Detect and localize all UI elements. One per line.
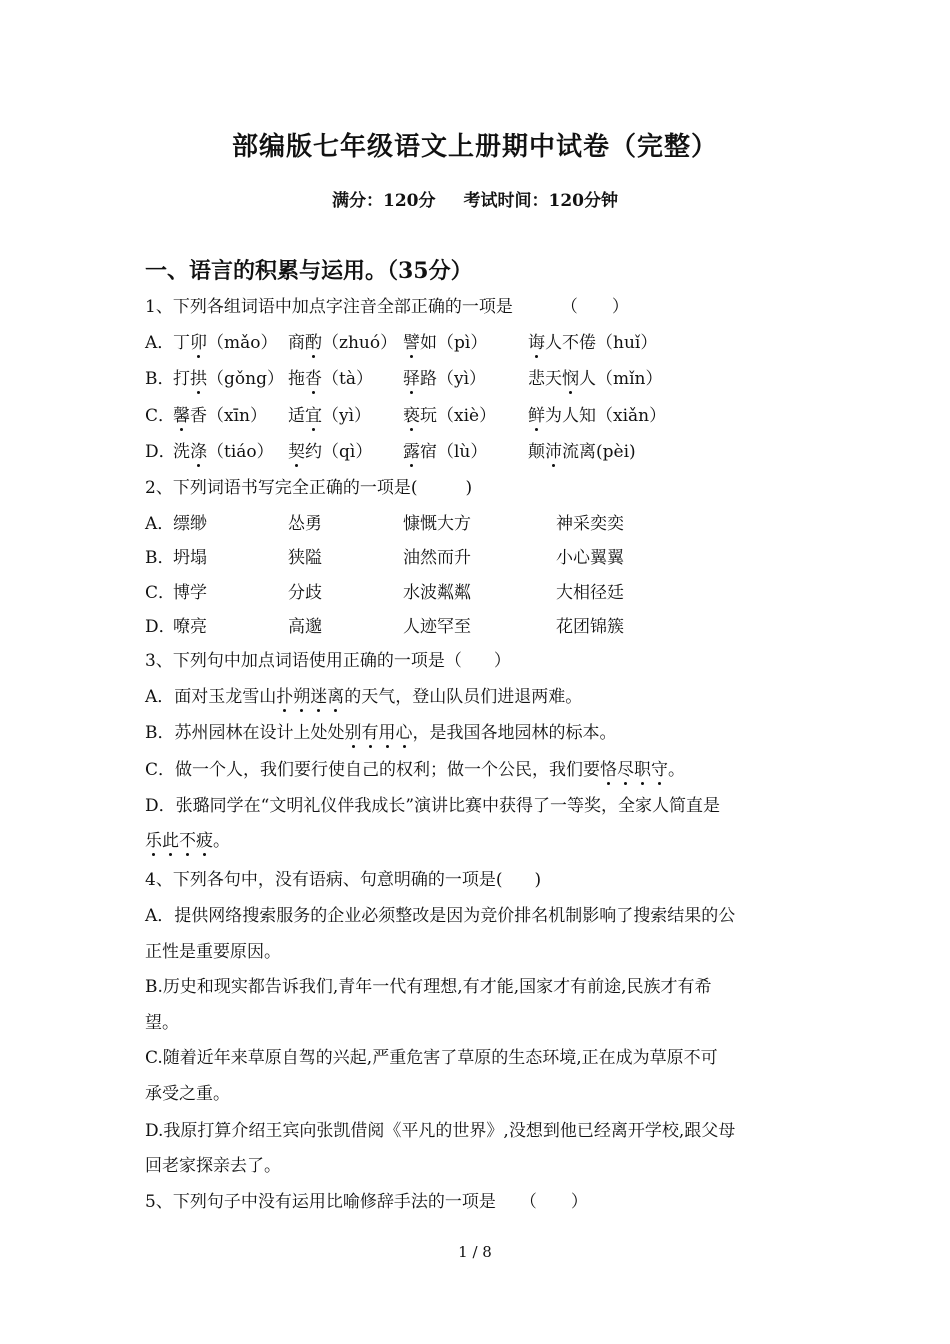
q3-option-c: C．做一个人，我们要行使自己的权利；做一个公民，我们要恪尽职守。 [145,760,686,780]
q4-option-c-line1: C.随着近年来草原自驾的兴起,严重危害了草原的生态环境,正在成为草原不可 [145,1048,718,1068]
q1-b-item-2: 拖沓（tà） [288,369,373,389]
q1-stem: 1、下列各组词语中加点字注音全部正确的一项是 （ ） [145,297,629,317]
q3-c-dotted-word: 恪尽职守 [600,760,669,780]
q1-d-item-3: 露宿（lù） [403,442,488,462]
q4-stem: 4、下列各句中，没有语病、句意明确的一项是( ) [145,870,542,890]
exam-page: 部编版七年级语文上册期中试卷（完整） 满分：120分 考试时间：120分钟 一、语言的积累与运用。（35分） 1、下列各组词语中加点字注音全部正确的一项是 （ ） A． 丁卯（mǎo） 商酌（zhuó） 譬如（pì） 诲人不倦（huǐ） B． 打拱（gǒng） 拖沓（tà） 驿路（yì） 悲天悯人（mǐn） C． 馨香（xīn） 适宜（yì） 亵玩（xiè） 鲜为人知（xiǎn） D． 洗涤（tiáo） 契约（qì） 露宿（lù） 颠沛流离(pèi) 2、下列词语书写完全正确的一项是( ) A． 缥缈 怂勇 慷慨大方 神采奕奕 B． 坍塌 狭隘 油然而升 小心翼翼 C． 博学 分歧 水波粼粼 大相径廷 D． 嘹亮 高邈 人迹罕至 花团锦簇 3、下列句中加点词语使用正确的一项是（ ） A．面对玉龙雪山扑朔迷离的天气，登山队员们进退两难。 B．苏州园林在设计上处处别有用心，是我国各地园林的标本。 C．做一个人，我们要行使自己的权利；做一个公民，我们要恪尽职守。 D．张璐同学在“文明礼仪伴我成长”演讲比赛中获得了一等奖，全家人简直是 乐此不疲。 4、下列各句中，没有语病、句意明确的一项是( ) A．提供网络搜索服务的企业必须整改是因为竞价排名机制影响了搜索结果的公 正性是重要原因。 B.历史和现实都告诉我们,青年一代有理想,有才能,国家才有前途,民族才有希 望。 C.随着近年来草原自驾的兴起,严重危害了草原的生态环境,正在成为草原不可 承受之重。 D.我原打算介绍王宾向张凯借阅《平凡的世界》,没想到他已经离开学校,跟父母 回老家探亲去了。 5、下列句子中没有运用比喻修辞手法的一项是 （ ） 1 / 8 [0,0,950,1344]
q1-c-item-2: 适宜（yì） [288,406,372,426]
page-title: 部编版七年级语文上册期中试卷（完整） [231,132,718,162]
q1-d-item-1: 洗涤（tiáo） [173,442,274,462]
q3-a-dotted-word: 扑朔迷离 [276,687,345,707]
section-heading: 一、语言的积累与运用。（35分） [145,258,473,284]
full-marks: 满分：120分 [332,191,436,211]
q4-option-a-line1: A．提供网络搜索服务的企业必须整改是因为竞价排名机制影响了搜索结果的公 [145,906,736,926]
q3-option-b: B．苏州园林在设计上处处别有用心，是我国各地园林的标本。 [145,723,617,743]
exam-time: 考试时间：120分钟 [463,191,618,211]
q4-option-d-line1: D.我原打算介绍王宾向张凯借阅《平凡的世界》,没想到他已经离开学校,跟父母 [145,1121,736,1141]
q1-b-item-1: 打拱（gǒng） [173,369,284,389]
q1-a-item-4: 诲人不倦（huǐ） [528,333,658,353]
q1-a-item-3: 譬如（pì） [403,333,488,353]
q3-option-d-line1: D．张璐同学在“文明礼仪伴我成长”演讲比赛中获得了一等奖，全家人简直是 [145,796,721,816]
q1-b-item-3: 驿路（yì） [403,369,487,389]
q3-d-dotted-word: 乐此不疲 [145,831,213,851]
q4-option-c-line2: 承受之重。 [145,1084,230,1104]
q1-d-item-2: 契约（qì） [288,442,373,462]
q1-a-item-2: 商酌（zhuó） [288,333,398,353]
q4-option-b-line1: B.历史和现实都告诉我们,青年一代有理想,有才能,国家才有前途,民族才有希 [145,977,712,997]
exam-info [0,186,950,211]
q4-option-a-line2: 正性是重要原因。 [145,942,281,962]
q3-option-a: A．面对玉龙雪山扑朔迷离的天气，登山队员们进退两难。 [145,687,583,707]
q5-stem: 5、下列句子中没有运用比喻修辞手法的一项是 （ ） [145,1192,588,1212]
q1-c-item-1: 馨香（xīn） [173,406,267,426]
q2-stem: 2、下列词语书写完全正确的一项是( ) [145,478,473,498]
q3-option-d-line2: 乐此不疲。 [145,831,230,851]
q1-a-item-1: 丁卯（mǎo） [173,333,278,353]
page-number: 1 / 8 [458,1243,492,1261]
q4-option-d-line2: 回老家探亲去了。 [145,1156,281,1176]
q1-c-item-3: 亵玩（xiè） [403,406,497,426]
q3-b-dotted-word: 别有用心 [344,723,413,743]
q1-b-item-4: 悲天悯人（mǐn） [528,369,663,389]
q1-c-item-4: 鲜为人知（xiǎn） [528,406,667,426]
q3-stem: 3、下列句中加点词语使用正确的一项是（ ） [145,651,511,671]
q4-option-b-line2: 望。 [145,1013,179,1033]
q1-d-item-4: 颠沛流离(pèi) [528,442,636,462]
